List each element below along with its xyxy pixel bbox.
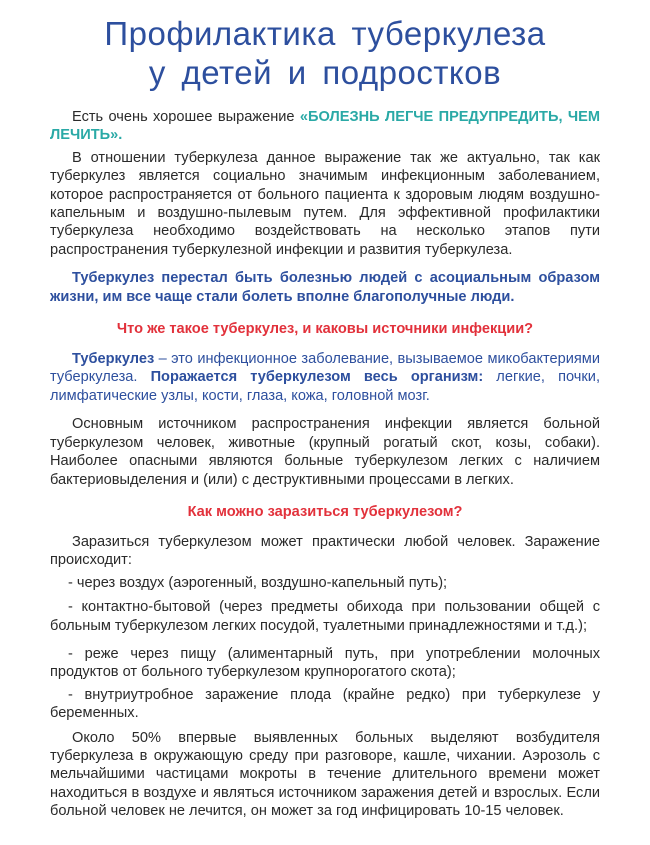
- heading-what-is: Что же такое туберкулез, и каковы источники инфекции?: [116, 321, 534, 338]
- definition-bold: Поражается туберкулезом весь организм:: [150, 369, 484, 386]
- title-line-2: у детей и подростков: [148, 54, 502, 91]
- way-item-intrauterine: - внутриутробное заражение плода (крайне редко) при туберкулезе у беременных.: [50, 686, 600, 722]
- callout-paragraph: Туберкулез перестал быть болезнью людей с асоциальным образом жизни, им все чаще стали болеть вполне благополучные люди.: [50, 270, 600, 305]
- way-item-food: - реже через пищу (алиментарный путь, при употреблении молочных продуктов от больного туберкулезом крупнорогатого скота);: [50, 645, 600, 681]
- paragraph-final: Около 50% впервые выявленных больных выделяют возбудителя туберкулеза в окружающую среду при разговоре, кашле, чихании. Аэрозоль с мельчайшими частицами мокроты в течение длительного времени может находиться в воздухе и являться источником заражения детей и взрослых. Если больной человек не лечится, он может за год инфицировать 10-15 человек.: [50, 729, 600, 820]
- definition-rest: – это инфекционное заболевание, вызываемое микобактериями туберкулеза.: [50, 351, 600, 386]
- heading-how-infect: Как можно заразиться туберкулезом?: [187, 503, 463, 520]
- definition-paragraph: [50, 350, 600, 405]
- intro-highlight: «БОЛЕЗНЬ ЛЕГЧЕ ПРЕДУПРЕДИТЬ, ЧЕМ ЛЕЧИТЬ».: [50, 109, 601, 144]
- definition-organs: легкие, почки, лимфатические узлы, кости, глаза, кожа, головной мозг.: [50, 369, 600, 404]
- intro-text: Есть очень хорошее выражение: [72, 109, 300, 125]
- page-title: [50, 14, 600, 92]
- way-item-air: - через воздух (аэрогенный, воздушно-капельный путь);: [68, 574, 448, 591]
- way-item-contact: - контактно-бытовой (через предметы обихода при пользовании общей с больным туберкулезом легких посудой, туалетными принадлежностями и т.д.);: [50, 599, 600, 634]
- paragraph-source: Основным источником распространения инфекции является больной туберкулезом человек, животные (крупный рогатый скот, козы, собаки). Наиболее опасными являются больные туберкулезом легких с наличием бактериовыделения и (или) с деструктивными процессами в легких.: [50, 416, 600, 488]
- intro-paragraph: [50, 108, 600, 145]
- paragraph-infect: Заразиться туберкулезом может практически любой человек. Заражение происходит:: [50, 533, 600, 569]
- definition-term: Туберкулез: [72, 351, 155, 368]
- paragraph-actual: В отношении туберкулеза данное выражение так же актуально, так как туберкулез является социально значимым инфекционным заболеванием, которое распространяется от больного пациента к здоровым людям воздушно-капельным и воздушно-пылевым путем. Для эффективной профилактики туберкулеза необходимо воздействовать на несколько этапов пути распространения туберкулезной инфекции и развития туберкулеза.: [50, 149, 600, 258]
- title-line-1: Профилактика туберкулеза: [104, 15, 546, 52]
